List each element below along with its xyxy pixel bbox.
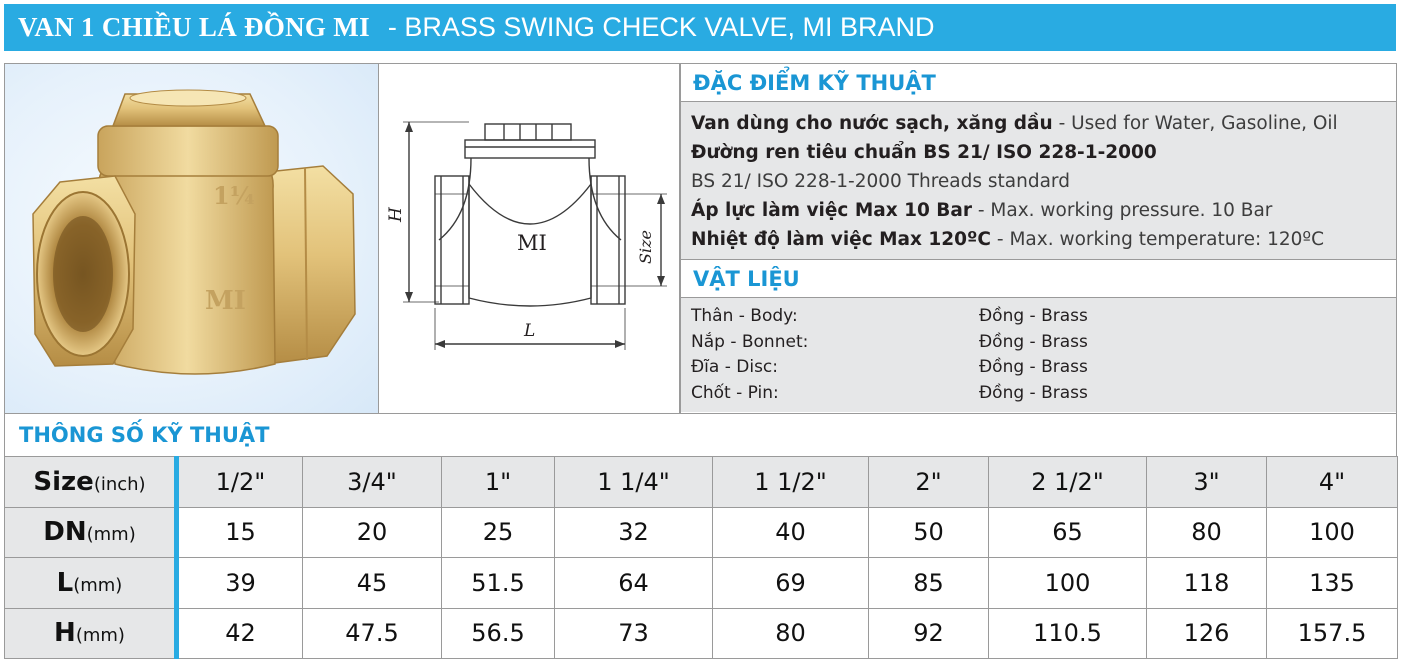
technical-drawing: [378, 63, 680, 414]
table-cell: 135: [1267, 558, 1398, 609]
spec-list: [681, 102, 1396, 260]
table-cell: 3/4": [303, 457, 442, 508]
table-cell: 157.5: [1267, 608, 1398, 659]
material-row: Thân - Body: Đồng - Brass: [691, 306, 1088, 326]
table-cell: 85: [869, 558, 989, 609]
table-row: [5, 457, 1398, 508]
table-cell: 126: [1147, 608, 1267, 659]
spec-line: Đường ren tiêu chuẩn BS 21/ ISO 228-1-2000: [691, 142, 1157, 163]
spec-line: Van dùng cho nước sạch, xăng dầu - Used for Water, Gasoline, Oil: [691, 113, 1338, 134]
row-label: L(mm): [5, 558, 177, 609]
table-cell: 51.5: [442, 558, 555, 609]
table-cell: 47.5: [303, 608, 442, 659]
table-cell: 110.5: [989, 608, 1147, 659]
spec-line: BS 21/ ISO 228-1-2000 Threads standard: [691, 171, 1070, 192]
brass-valve-image: [5, 64, 378, 414]
brand-marking: MI: [205, 286, 246, 316]
table-cell: 15: [177, 507, 303, 558]
drawing-brand-label: MI: [517, 231, 547, 255]
spec-panel: [680, 63, 1397, 414]
valve-drawing: [379, 64, 681, 415]
spec-line: Nhiệt độ làm việc Max 120ºC - Max. working temperature: 120ºC: [691, 229, 1325, 250]
table-cell: 4": [1267, 457, 1398, 508]
dimensions-table: [4, 456, 1398, 659]
table-cell: 50: [869, 507, 989, 558]
table-cell: 100: [1267, 507, 1398, 558]
dimension-h-label: H: [386, 207, 406, 222]
product-photo: [4, 63, 378, 414]
spec-line: Áp lực làm việc Max 10 Bar - Max. working pressure. 10 Bar: [691, 200, 1273, 221]
title-vietnamese: VAN 1 CHIỀU LÁ ĐỒNG MI: [18, 12, 370, 42]
table-cell: 1 1/4": [555, 457, 713, 508]
table-cell: 73: [555, 608, 713, 659]
table-cell: 3": [1147, 457, 1267, 508]
table-cell: 1 1/2": [713, 457, 869, 508]
table-cell: 100: [989, 558, 1147, 609]
table-cell: 2 1/2": [989, 457, 1147, 508]
table-cell: 32: [555, 507, 713, 558]
table-cell: 39: [177, 558, 303, 609]
table-cell: 80: [1147, 507, 1267, 558]
table-row: [5, 608, 1398, 659]
material-row: Chốt - Pin: Đồng - Brass: [691, 382, 1088, 403]
title-english: - BRASS SWING CHECK VALVE, MI BRAND: [387, 12, 935, 42]
row-label: H(mm): [5, 608, 177, 659]
row-label: DN(mm): [5, 507, 177, 558]
table-cell: 69: [713, 558, 869, 609]
dimension-size-label: Size: [636, 230, 655, 264]
table-row: [5, 507, 1398, 558]
table-cell: 42: [177, 608, 303, 659]
table-cell: 25: [442, 507, 555, 558]
table-cell: 65: [989, 507, 1147, 558]
table-row: [5, 558, 1398, 609]
spec-heading: ĐẶC ĐIỂM KỸ THUẬT: [681, 64, 1396, 102]
table-cell: 118: [1147, 558, 1267, 609]
table-cell: 20: [303, 507, 442, 558]
title-bar: [4, 4, 1396, 51]
table-cell: 1/2": [177, 457, 303, 508]
materials-heading: VẬT LIỆU: [681, 260, 1396, 298]
materials-list: [681, 298, 1396, 412]
size-marking: 1¼: [213, 181, 255, 210]
table-cell: 2": [869, 457, 989, 508]
table-cell: 92: [869, 608, 989, 659]
table-cell: 1": [442, 457, 555, 508]
technical-heading: THÔNG SỐ KỸ THUẬT: [4, 414, 1397, 456]
table-cell: 40: [713, 507, 869, 558]
table-cell: 64: [555, 558, 713, 609]
table-cell: 56.5: [442, 608, 555, 659]
dimension-l-label: L: [524, 321, 536, 341]
row-label: Size(inch): [5, 457, 177, 508]
material-row: Nắp - Bonnet: Đồng - Brass: [691, 331, 1088, 352]
material-row: Đĩa - Disc: Đồng - Brass: [691, 357, 1088, 377]
table-cell: 80: [713, 608, 869, 659]
table-cell: 45: [303, 558, 442, 609]
